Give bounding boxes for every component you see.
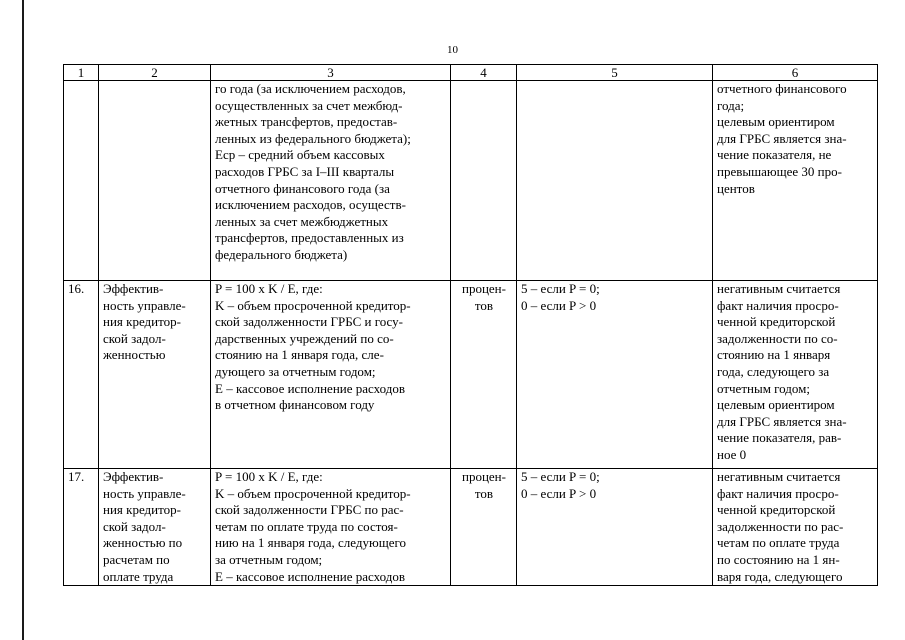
cell-line: стоянию на 1 января года, сле-: [215, 347, 384, 363]
cell-line: расчетам по: [103, 551, 170, 567]
cell-line: K – объем просроченной кредитор-: [215, 297, 411, 313]
cell-line: задолженности по рас-: [717, 518, 844, 534]
cell-line: E – кассовое исполнение расходов: [215, 568, 406, 584]
cell-line: Эффектив-: [103, 281, 164, 296]
cell-line: оплате труда: [103, 568, 174, 584]
indicator-table: [63, 64, 878, 586]
unit-cell: [451, 81, 517, 281]
cell-line: K – объем просроченной кредитор-: [215, 485, 411, 501]
cell-line: дующего за отчетным годом;: [215, 363, 376, 379]
cell-line: ность управле-: [103, 297, 186, 313]
note-cell: [713, 469, 878, 586]
cell-line: процен-: [462, 469, 506, 484]
page-number: 10: [447, 44, 458, 56]
cell-line: ность управле-: [103, 485, 186, 501]
cell-line: дарственных учреждений по со-: [215, 330, 394, 346]
cell-line: тов: [474, 485, 494, 501]
table-row: [64, 281, 878, 469]
cell-line: целевым ориентиром: [717, 114, 835, 130]
cell-line: ской задолженности ГРБС и госу-: [215, 314, 403, 330]
cell-line: для ГРБС является зна-: [717, 413, 847, 429]
cell-line: для ГРБС является зна-: [717, 130, 847, 146]
cell-line: превышающее 30 про-: [717, 163, 842, 179]
cell-line: центов: [717, 180, 755, 196]
header-cell: 6: [713, 65, 878, 81]
formula-cell: [211, 469, 451, 586]
cell-line: ния кредитор-: [103, 314, 181, 330]
cell-line: женностью по: [103, 535, 183, 551]
cell-line: в отчетном финансовом году: [215, 397, 375, 413]
row-number-cell: 17.: [64, 469, 99, 586]
cell-line: 5 – если P = 0;: [521, 469, 600, 484]
cell-line: четам по оплате труда по состоя-: [215, 518, 398, 534]
cell-line: чение показателя, рав-: [717, 430, 842, 446]
cell-line: ченной кредиторской: [717, 314, 836, 330]
table-header-row: [64, 65, 878, 81]
cell-line: задолженности по со-: [717, 330, 838, 346]
cell-line: трансфертов, предоставленных из: [215, 230, 404, 246]
cell-line: P = 100 x K / E, где:: [215, 469, 323, 484]
cell-line: тов: [474, 297, 494, 313]
cell-line: года, следующего за: [717, 363, 830, 379]
header-cell: 1: [64, 65, 99, 81]
score-cell: [517, 281, 713, 469]
cell-line: стоянию на 1 января: [717, 347, 831, 363]
header-cell: 2: [99, 65, 211, 81]
cell-line: ской задолженности ГРБС по рас-: [215, 502, 404, 518]
cell-line: женностью: [103, 347, 166, 363]
cell-line: ное 0: [717, 446, 747, 462]
cell-line: факт наличия просро-: [717, 485, 839, 501]
cell-line: факт наличия просро-: [717, 297, 839, 313]
table-row: [64, 469, 878, 586]
cell-line: 0 – если P > 0: [521, 485, 597, 501]
cell-line: отчетного финансового года (за: [215, 180, 390, 196]
cell-line: отчетным годом;: [717, 380, 811, 396]
cell-line: чение показателя, не: [717, 147, 832, 163]
row-number-cell: [64, 81, 99, 281]
cell-line: четам по оплате труда: [717, 535, 840, 551]
cell-line: ленных из федерального бюджета);: [215, 130, 411, 146]
cell-line: осуществленных за счет межбюд-: [215, 97, 403, 113]
cell-line: варя года, следующего: [717, 568, 843, 584]
cell-line: негативным считается: [717, 469, 841, 484]
cell-line: исключением расходов, осуществ-: [215, 197, 406, 213]
cell-line: целевым ориентиром: [717, 397, 835, 413]
cell-line: ленных за счет межбюджетных: [215, 213, 389, 229]
cell-line: E – кассовое исполнение расходов: [215, 380, 406, 396]
cell-line: отчетного финансового: [717, 81, 847, 96]
cell-line: 5 – если P = 0;: [521, 281, 600, 296]
cell-line: жетных трансфертов, предостав-: [215, 114, 398, 130]
cell-line: ния кредитор-: [103, 502, 181, 518]
score-cell: [517, 469, 713, 586]
header-cell: 5: [517, 65, 713, 81]
table-row: [64, 81, 878, 281]
note-cell: [713, 281, 878, 469]
header-cell: 3: [211, 65, 451, 81]
row-number-cell: 16.: [64, 281, 99, 469]
cell-line: по состоянию на 1 ян-: [717, 551, 840, 567]
cell-line: расходов ГРБС за I–III кварталы: [215, 163, 395, 179]
cell-line: процен-: [462, 281, 506, 296]
indicator-name-cell: [99, 281, 211, 469]
unit-cell: [451, 469, 517, 586]
cell-line: Еср – средний объем кассовых: [215, 147, 385, 163]
indicator-name-cell: [99, 469, 211, 586]
header-cell: 4: [451, 65, 517, 81]
cell-line: ской задол-: [103, 518, 166, 534]
cell-line: нию на 1 января года, следующего: [215, 535, 406, 551]
cell-line: ской задол-: [103, 330, 166, 346]
formula-cell: [211, 81, 451, 281]
cell-line: за отчетным годом;: [215, 551, 323, 567]
cell-line: го года (за исключением расходов,: [215, 81, 406, 96]
cell-line: Эффектив-: [103, 469, 164, 484]
formula-cell: [211, 281, 451, 469]
cell-line: федерального бюджета): [215, 246, 348, 262]
indicator-name-cell: [99, 81, 211, 281]
note-cell: [713, 81, 878, 281]
cell-line: ченной кредиторской: [717, 502, 836, 518]
cell-line: 0 – если P > 0: [521, 297, 597, 313]
unit-cell: [451, 281, 517, 469]
cell-line: года;: [717, 97, 745, 113]
score-cell: [517, 81, 713, 281]
cell-line: P = 100 x K / E, где:: [215, 281, 323, 296]
page-edge-line: [22, 0, 24, 640]
cell-line: негативным считается: [717, 281, 841, 296]
